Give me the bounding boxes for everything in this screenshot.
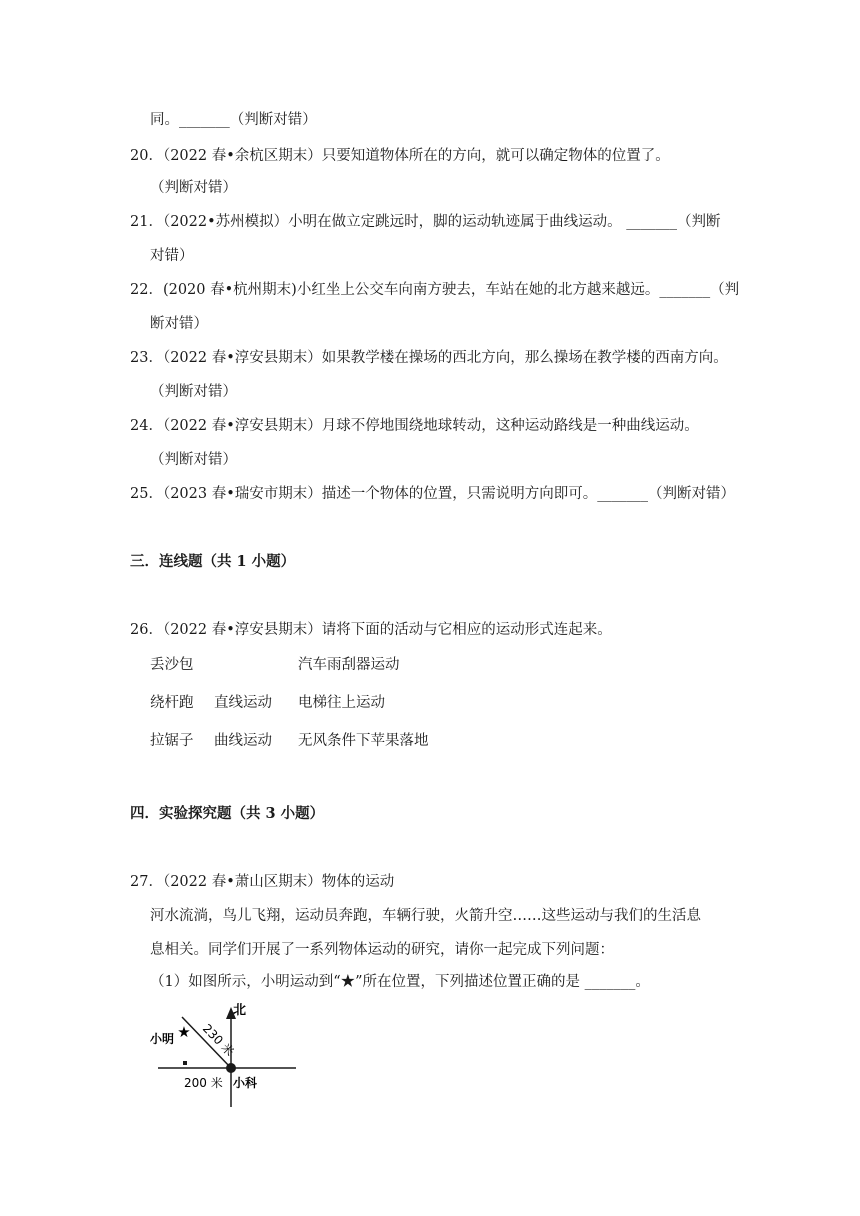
match-left-item: 拉锯子 bbox=[150, 733, 194, 749]
match-right-item: 无风条件下苹果落地 bbox=[298, 733, 429, 749]
question-22-cont: 断对错） bbox=[150, 316, 208, 332]
match-left-item: 绕杆跑 bbox=[150, 695, 194, 711]
question-21-cont: 对错） bbox=[150, 248, 194, 264]
question-27-paragraph: 河水流淌，鸟儿飞翔，运动员奔跑，车辆行驶，火箭升空……这些运动与我们的生活息 bbox=[150, 908, 701, 924]
diagonal-distance-label: 230 米 bbox=[199, 1021, 237, 1059]
question-20: 20．（2022 春•余杭区期末）只要知道物体所在的方向，就可以确定物体的位置了。 bbox=[130, 148, 670, 164]
match-left-item: 丢沙包 bbox=[150, 657, 194, 673]
question-22: 22．(2020 春•杭州期末)小红坐上公交车向南方驶去，车站在她的北方越来越远。_______（判 bbox=[130, 282, 740, 298]
direction-diagram bbox=[140, 995, 310, 1110]
question-21: 21．（2022•苏州模拟）小明在做立定跳远时，脚的运动轨迹属于曲线运动。 _______（判断 bbox=[130, 214, 721, 230]
question-24-cont: （判断对错） bbox=[150, 452, 237, 468]
question-27-sub1: （1）如图所示，小明运动到“★”所在位置，下列描述位置正确的是 _______。 bbox=[150, 974, 650, 990]
match-right-item: 电梯往上运动 bbox=[298, 695, 385, 711]
section-3-heading: 三．连线题（共 1 小题） bbox=[130, 553, 296, 570]
question-27-paragraph-cont: 息相关。同学们开展了一系列物体运动的研究，请你一起完成下列问题： bbox=[150, 942, 614, 958]
question-20-cont: （判断对错） bbox=[150, 180, 237, 196]
question-25: 25．（2023 春•瑞安市期末）描述一个物体的位置，只需说明方向即可。_______（判断对错） bbox=[130, 486, 736, 502]
question-23: 23．（2022 春•淳安县期末）如果教学楼在操场的西北方向，那么操场在教学楼的西南方向。 bbox=[130, 350, 728, 366]
question-23-cont: （判断对错） bbox=[150, 384, 237, 400]
section-4-heading: 四．实验探究题（共 3 小题） bbox=[130, 805, 325, 822]
question-19-tail: 同。_______（判断对错） bbox=[150, 112, 317, 128]
north-label: 北 bbox=[233, 1003, 247, 1018]
xiaoke-label: 小科 bbox=[233, 1076, 258, 1090]
question-27-title: 27．（2022 春•萧山区期末）物体的运动 bbox=[130, 874, 395, 890]
star-icon: ★ bbox=[177, 1023, 191, 1041]
origin-point bbox=[226, 1063, 236, 1073]
xiaoming-label: 小明 bbox=[150, 1032, 175, 1046]
question-26: 26．（2022 春•淳安县期末）请将下面的活动与它相应的运动形式连起来。 bbox=[130, 622, 612, 638]
match-right-item: 汽车雨刮器运动 bbox=[298, 657, 400, 673]
match-middle-item: 直线运动 bbox=[214, 695, 272, 711]
match-middle-item: 曲线运动 bbox=[214, 733, 272, 749]
horizontal-distance-label: 200 米 bbox=[184, 1076, 223, 1090]
question-24: 24．（2022 春•淳安县期末）月球不停地围绕地球转动，这种运动路线是一种曲线运动。 bbox=[130, 418, 699, 434]
position-marker bbox=[183, 1061, 187, 1065]
